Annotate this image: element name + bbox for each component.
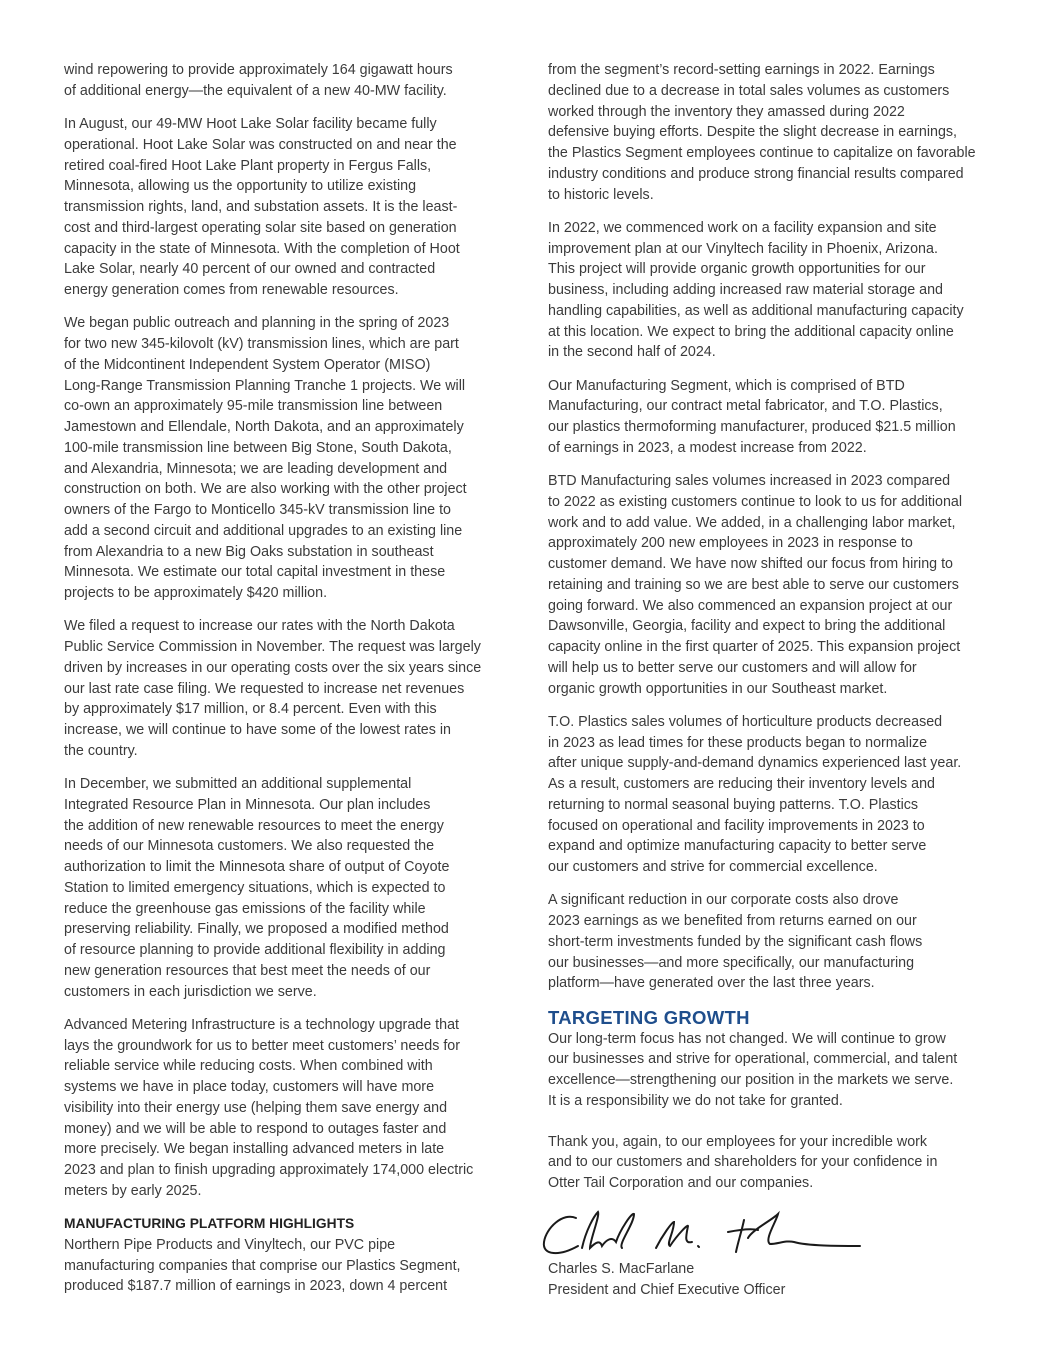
text-line: meters by early 2025. [64,1182,202,1199]
text-line: to historic levels. [548,186,654,203]
paragraph [64,1015,504,1202]
text-line: will help us to better serve our customers and will allow for [548,659,917,676]
text-line: organic growth opportunities in our Southeast market. [548,680,888,697]
text-line: preserving reliability. Finally, we proposed a modified method [64,921,449,938]
text-line: work and to add value. We added, in a challenging labor market, [548,514,956,531]
text-line: add a second circuit and additional upgrades to an existing line [64,522,463,539]
text-line: by approximately $17 million, or 8.4 percent. Even with this [64,701,437,718]
text-line: at this location. We expect to bring the additional capacity online [548,323,954,340]
text-line: construction on both. We are also working with the other project [64,481,467,498]
closing-paragraph [548,1132,993,1194]
text-line: focused on operational and facility improvements in 2023 to [548,817,925,834]
text-line: retired coal-fired Hoot Lake Plant property in Fergus Falls, [64,157,432,174]
text-line: approximately 200 new employees in 2023 in response to [548,535,913,552]
text-line: Jamestown and Ellendale, North Dakota, and an approximately [64,419,464,435]
text-line: wind repowering to provide approximately 164 gigawatt hours [64,62,453,78]
text-line: It is a responsibility we do not take for granted. [548,1092,843,1109]
text-line: in the second half of 2024. [548,344,716,361]
text-line: 2023 and plan to finish upgrading approximately 174,000 electric [64,1162,474,1178]
text-line: authorization to limit the Minnesota share of output of Coyote [64,859,450,875]
targeting-growth-paragraph [548,1029,993,1112]
text-line: 100-mile transmission line between Big Stone, South Dakota, [64,439,452,456]
spacer [548,1112,993,1132]
text-line: energy generation comes from renewable resources. [64,282,399,298]
text-line: cost and third-largest operating solar site based on generation [64,219,457,236]
text-line: of additional energy—the equivalent of a new 40-MW facility. [64,82,447,99]
text-line: and Alexandria, Minnesota; we are leading development and [64,460,448,477]
text-line: reliable service while reducing costs. When combined with [64,1058,433,1075]
paragraph [548,890,993,994]
text-line: Long-Range Transmission Planning Tranche 1 projects. We will [64,377,466,394]
text-line: platform—have generated over the last three years. [548,975,875,992]
text-line: for two new 345-kilovolt (kV) transmission lines, which are part [64,336,459,352]
text-line: more precisely. We began installing advanced meters in late [64,1141,445,1158]
text-line: our plastics thermoforming manufacturer, produced $21.5 million [548,419,956,435]
paragraph [64,60,504,102]
text-line: and to our customers and shareholders for your confidence in [548,1154,938,1171]
paragraph [548,712,993,878]
signer-block [548,1259,785,1301]
text-line: In August, our 49-MW Hoot Lake Solar facility became fully [64,116,437,132]
text-line: the Plastics Segment employees continue to capitalize on favorable [548,145,976,161]
text-line: our customers and strive for commercial excellence. [548,859,878,875]
text-line: BTD Manufacturing sales volumes increased in 2023 compared [548,473,951,489]
manufacturing-intro-paragraph [64,1235,504,1297]
text-line: business, including adding increased raw material storage and [548,282,943,298]
text-line: Dawsonville, Georgia, facility and expect to bring the additional [548,618,946,635]
text-line: customer demand. We have now shifted our focus from hiring to [548,556,954,572]
text-line: Our Manufacturing Segment, which is comprised of BTD [548,377,905,394]
text-line: This project will provide organic growth opportunities for our [548,261,926,278]
text-line: needs of our Minnesota customers. We also requested the [64,838,435,855]
text-line: Station to limited emergency situations, which is expected to [64,879,446,896]
text-line: of resource planning to provide additional flexibility in adding [64,942,446,958]
left-paragraphs [64,60,504,1202]
text-line: the addition of new renewable resources to meet the energy [64,817,444,834]
right-paragraphs [548,60,993,994]
text-line: produced $187.7 million of earnings in 2023, down 4 percent [64,1278,448,1295]
text-line: In December, we submitted an additional supplemental [64,776,412,792]
text-line: Advanced Metering Infrastructure is a technology upgrade that [64,1016,459,1033]
signer-title: President and Chief Executive Officer [548,1281,786,1298]
text-line: excellence—strengthening our position in the markets we serve. [548,1072,954,1088]
text-line: after unique supply-and-demand dynamics experienced last year. [548,755,962,772]
text-line: transmission rights, land, and substation assets. It is the least- [64,199,458,215]
right-column [548,60,993,1206]
text-line: 2023 earnings as we benefited from returns earned on our [548,913,917,929]
text-line: customers in each jurisdiction we serve. [64,983,317,1000]
text-line: new generation resources that best meet the needs of our [64,962,431,979]
text-line: our last rate case filing. We requested to increase net revenues [64,680,465,697]
paragraph [64,114,504,301]
text-line: increase, we will continue to have some of the lowest rates in [64,722,452,738]
text-line: T.O. Plastics sales volumes of horticulture products decreased [548,713,943,730]
text-line: to 2022 as existing customers continue to look to us for additional [548,493,963,510]
text-line: Northern Pipe Products and Vinyltech, our PVC pipe [64,1236,396,1253]
text-line: systems we have in place today, customers will have more [64,1079,435,1095]
text-line: Our long-term focus has not changed. We will continue to grow [548,1030,946,1047]
left-column [64,60,504,1310]
text-line: capacity online in the first quarter of 2025. This expansion project [548,639,961,655]
text-line: Minnesota, allowing us the opportunity to utilize existing [64,178,417,195]
paragraph [64,313,504,604]
paragraph [64,616,504,761]
text-line: expand and optimize manufacturing capacity to better serve [548,838,927,855]
text-line: capacity in the state of Minnesota. With the completion of Hoot [64,240,460,257]
text-line: worked through the inventory they amassed during 2022 [548,103,905,120]
text-line: money) and we will be able to respond to outages faster and [64,1120,447,1137]
text-line: A significant reduction in our corporate costs also drove [548,892,899,909]
text-line: returning to normal seasonal buying patterns. T.O. Plastics [548,796,919,813]
text-line: Lake Solar, nearly 40 percent of our owned and contracted [64,261,436,278]
text-line: from the segment’s record-setting earnings in 2022. Earnings [548,62,935,78]
text-line: the country. [64,742,138,759]
text-line: driven by increases in our operating costs over the six years since [64,659,482,676]
text-line: We filed a request to increase our rates with the North Dakota [64,618,455,635]
text-line: from Alexandria to a new Big Oaks substation in southeast [64,543,434,560]
text-line: owners of the Fargo to Monticello 345-kV transmission line to [64,502,451,518]
text-line: our businesses—and more specifically, our manufacturing [548,954,915,971]
text-line: improvement plan at our Vinyltech facility in Phoenix, Arizona. [548,240,938,257]
text-line: handling capabilities, as well as additional manufacturing capacity [548,302,964,319]
paragraph [64,774,504,1002]
text-line: We began public outreach and planning in the spring of 2023 [64,315,450,332]
signature-icon [538,1200,868,1262]
text-line: Integrated Resource Plan in Minnesota. Our plan includes [64,796,431,813]
signer-name: Charles S. MacFarlane [548,1261,695,1277]
text-line: in 2023 as lead times for these products began to normalize [548,734,928,751]
targeting-growth-heading: TARGETING GROWTH [548,1006,750,1028]
text-line: of earnings in 2023, a modest increase from 2022. [548,439,867,456]
paragraph [548,60,993,205]
text-line: manufacturing companies that comprise our Plastics Segment, [64,1257,461,1274]
text-line: Minnesota. We estimate our total capital investment in these [64,564,446,581]
text-line: As a result, customers are reducing their inventory levels and [548,776,935,792]
text-line: In 2022, we commenced work on a facility expansion and site [548,219,937,236]
text-line: declined due to a decrease in total sales volumes as customers [548,82,950,99]
text-line: visibility into their energy use (helping them save energy and [64,1099,448,1116]
text-line: operational. Hoot Lake Solar was constructed on and near the [64,136,457,153]
text-line: industry conditions and produce strong financial results compared [548,165,964,182]
text-line: reduce the greenhouse gas emissions of the facility while [64,900,426,917]
text-line: short-term investments funded by the significant cash flows [548,933,923,950]
text-line: Otter Tail Corporation and our companies. [548,1175,814,1191]
text-line: lays the groundwork for us to better meet customers’ needs for [64,1037,460,1054]
text-line: retaining and training so we are best able to serve our customers [548,576,959,593]
paragraph [548,218,993,363]
text-line: Manufacturing, our contract metal fabricator, and T.O. Plastics, [548,398,943,415]
text-line: Public Service Commission in November. The request was largely [64,639,481,655]
text-line: co-own an approximately 95-mile transmission line between [64,398,443,415]
manufacturing-subheading: MANUFACTURING PLATFORM HIGHLIGHTS [64,1216,355,1231]
text-line: projects to be approximately $420 million. [64,585,328,601]
text-line: going forward. We also commenced an expansion project at our [548,597,953,614]
text-line: defensive buying efforts. Despite the slight decrease in earnings, [548,124,958,141]
paragraph [548,376,993,459]
text-line: Thank you, again, to our employees for your incredible work [548,1133,928,1150]
paragraph [548,471,993,699]
text-line: our businesses and strive for operational, commercial, and talent [548,1051,958,1068]
text-line: of the Midcontinent Independent System Operator (MISO) [64,356,431,373]
